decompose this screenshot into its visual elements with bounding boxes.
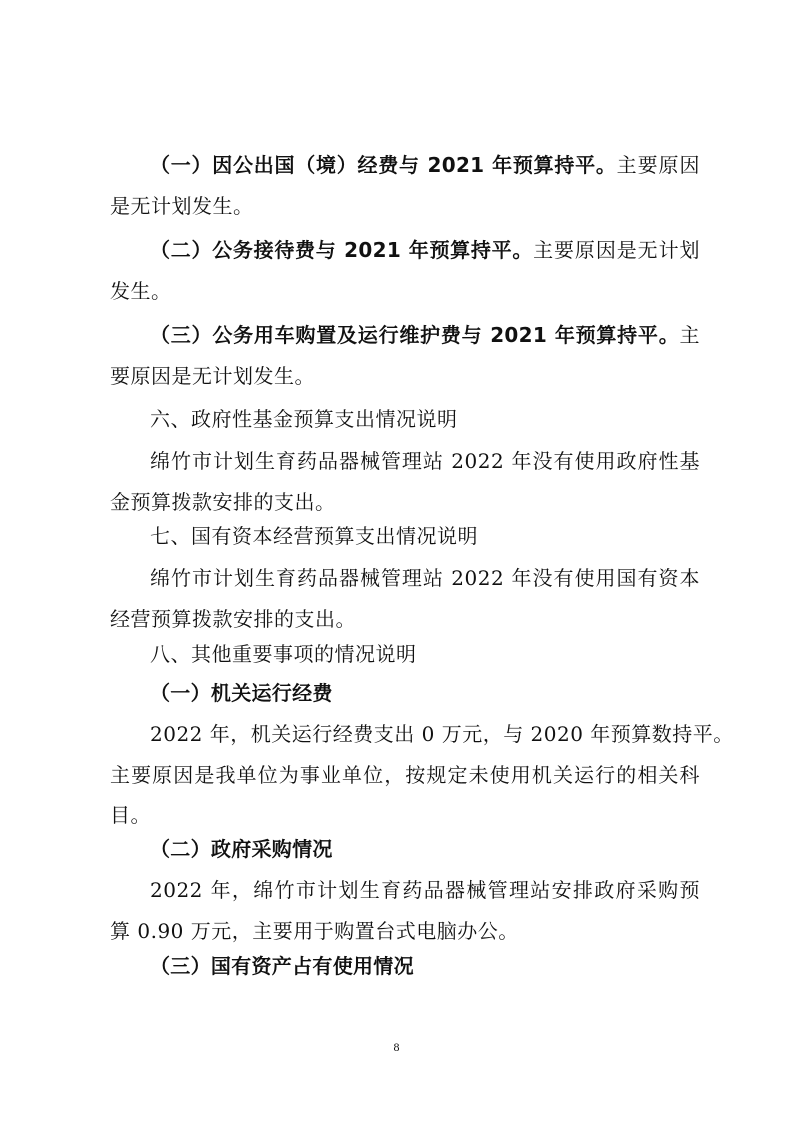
vehicles-heading: （三）公务用车购置及运行维护费与 2021 年预算持平。 xyxy=(150,323,680,347)
operating-costs-text-end: 目。 xyxy=(110,803,151,827)
paragraph-vehicles xyxy=(150,320,700,350)
operating-costs-text-cont: 主要原因是我单位为事业单位，按规定未使用机关运行的相关科 xyxy=(110,763,700,787)
travel-abroad-heading: （一）因公出国（境）经费与 2021 年预算持平。 xyxy=(150,153,617,177)
travel-abroad-reason-cont: 是无计划发生。 xyxy=(110,194,254,218)
operating-costs-text: 2022 年，机关运行经费支出 0 万元，与 2020 年预算数持平。 xyxy=(150,722,734,746)
procurement-heading: （二）政府采购情况 xyxy=(150,837,333,861)
section-6-text-cont: 金预算拨款安排的支出。 xyxy=(110,490,336,514)
paragraph-travel-abroad xyxy=(150,150,700,180)
section-6-text: 绵竹市计划生育药品器械管理站 2022 年没有使用政府性基 xyxy=(150,449,700,473)
travel-abroad-reason: 主要原因 xyxy=(616,153,701,177)
state-assets-heading: （三）国有资产占有使用情况 xyxy=(150,954,414,978)
section-7-text-cont: 经营预算拨款安排的支出。 xyxy=(110,607,356,631)
reception-reason: 主要原因是无计划 xyxy=(533,238,701,262)
section-6-heading: 六、政府性基金预算支出情况说明 xyxy=(150,407,458,431)
section-7-heading: 七、国有资本经营预算支出情况说明 xyxy=(150,524,478,548)
page-number: 8 xyxy=(393,1040,400,1054)
section-7-text: 绵竹市计划生育药品器械管理站 2022 年没有使用国有资本 xyxy=(150,566,700,590)
operating-costs-heading: （一）机关运行经费 xyxy=(150,681,333,705)
vehicles-reason: 主 xyxy=(679,323,700,347)
vehicles-reason-cont: 要原因是无计划发生。 xyxy=(110,364,315,388)
reception-reason-cont: 发生。 xyxy=(110,279,172,303)
procurement-text: 2022 年，绵竹市计划生育药品器械管理站安排政府采购预 xyxy=(150,878,700,902)
reception-heading: （二）公务接待费与 2021 年预算持平。 xyxy=(150,238,534,262)
procurement-text-cont: 算 0.90 万元，主要用于购置台式电脑办公。 xyxy=(110,919,519,943)
paragraph-reception xyxy=(150,235,700,265)
section-8-heading: 八、其他重要事项的情况说明 xyxy=(150,642,417,666)
